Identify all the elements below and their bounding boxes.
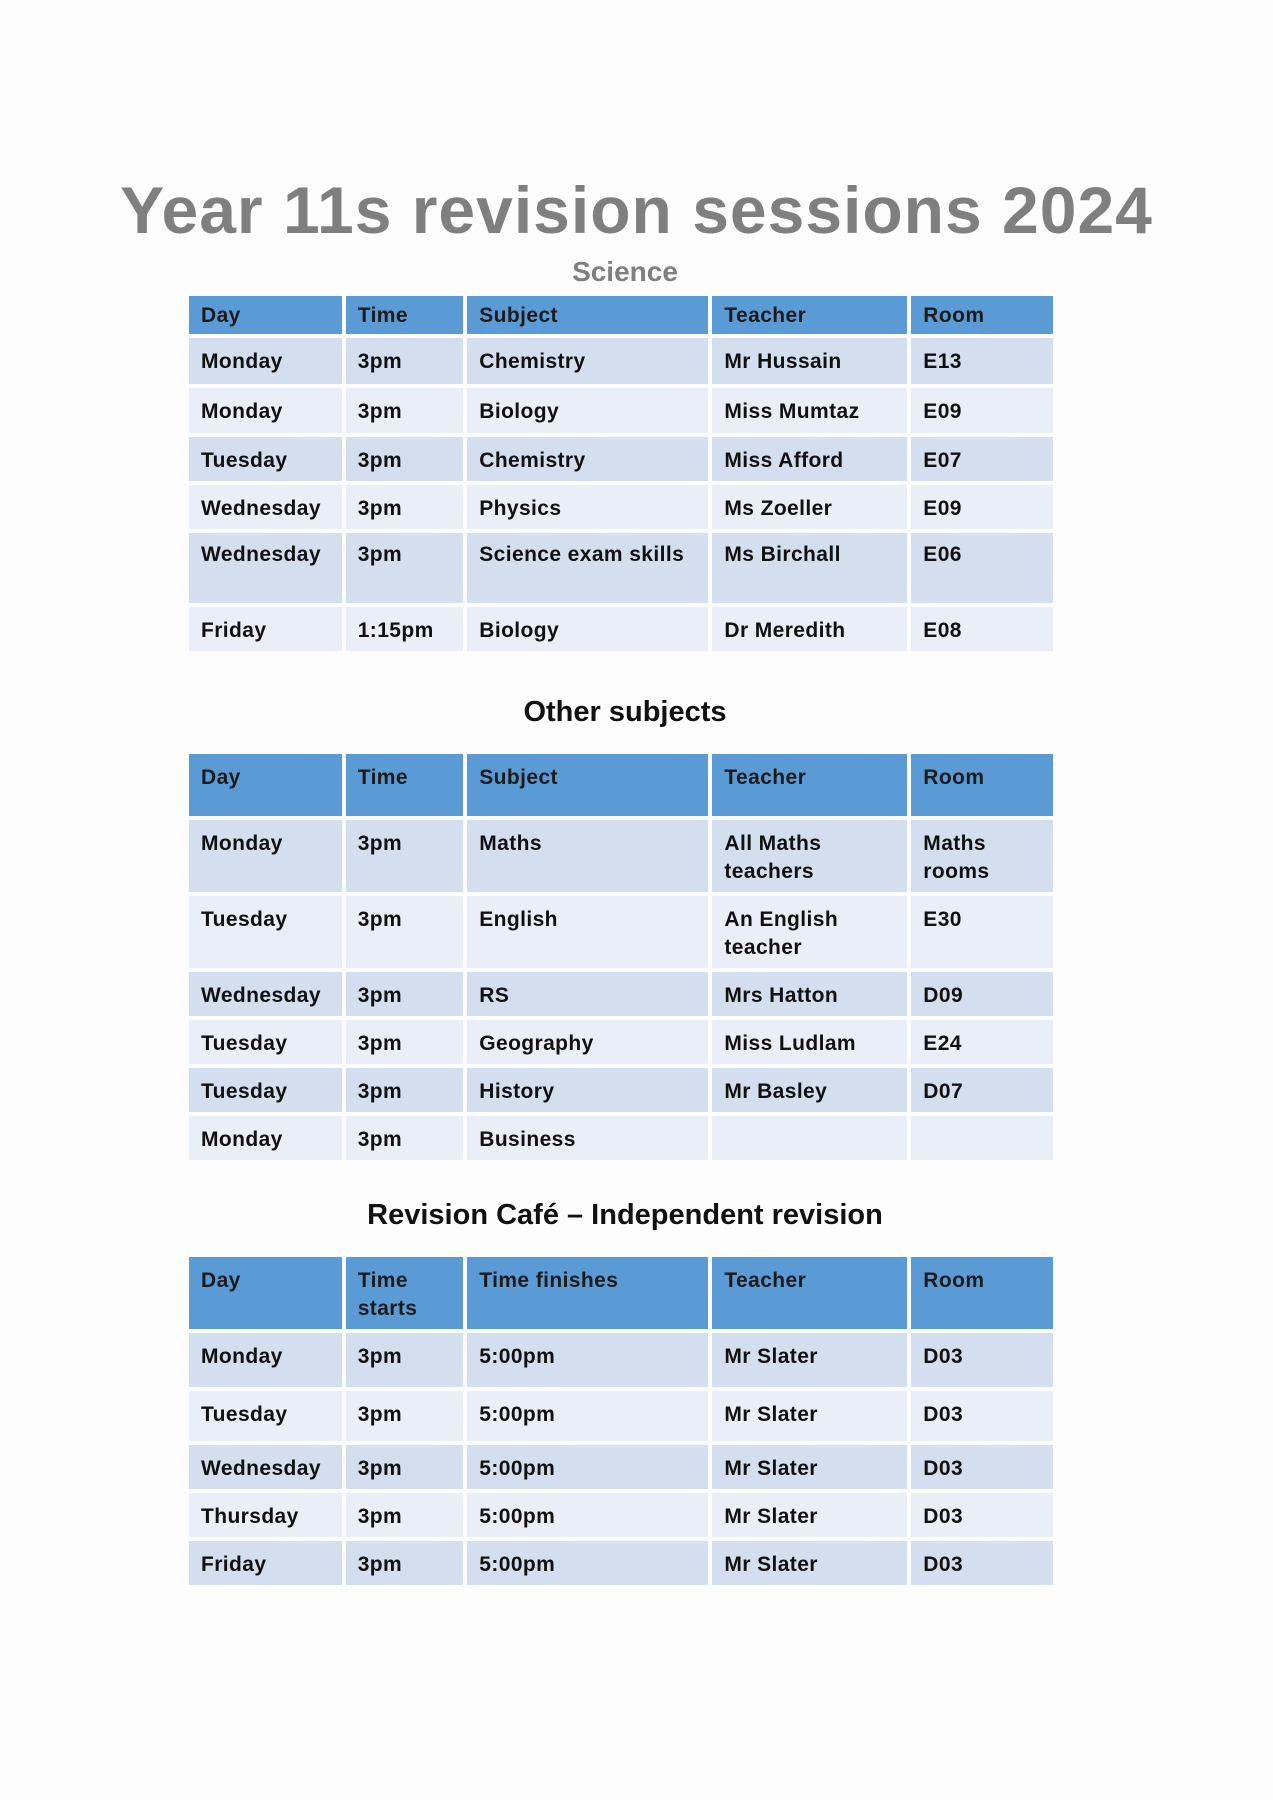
column-header-subject: Subject xyxy=(467,754,708,816)
cell-room: E09 xyxy=(911,485,1053,529)
cell-subject: Geography xyxy=(467,1020,708,1064)
column-header-room: Room xyxy=(911,296,1053,334)
cell-teacher: Mr Slater xyxy=(712,1445,907,1489)
cell-time: 3pm xyxy=(346,533,464,603)
cell-time-finishes: 5:00pm xyxy=(467,1445,708,1489)
column-header-teacher: Teacher xyxy=(712,1257,907,1329)
cell-room: D03 xyxy=(911,1445,1053,1489)
column-header-subject: Subject xyxy=(467,296,708,334)
cell-teacher: Mr Slater xyxy=(712,1541,907,1585)
cell-teacher: Miss Mumtaz xyxy=(712,388,907,433)
cell-teacher: An English teacher xyxy=(712,896,907,968)
cell-teacher: Mrs Hatton xyxy=(712,972,907,1016)
table-row xyxy=(189,485,1053,529)
table-row xyxy=(189,1391,1053,1441)
cell-time: 3pm xyxy=(346,388,464,433)
cell-subject: Maths xyxy=(467,820,708,892)
cell-day: Friday xyxy=(189,1541,342,1585)
table-row xyxy=(189,1541,1053,1585)
cell-time: 3pm xyxy=(346,1020,464,1064)
cell-room: D03 xyxy=(911,1541,1053,1585)
other-subjects-heading: Other subjects xyxy=(523,696,727,728)
cell-subject: Biology xyxy=(467,388,708,433)
table-row xyxy=(189,1445,1053,1489)
cell-room xyxy=(911,1116,1053,1160)
cell-room: E24 xyxy=(911,1020,1053,1064)
cell-room: D03 xyxy=(911,1391,1053,1441)
cell-room: D09 xyxy=(911,972,1053,1016)
cell-teacher: Mr Slater xyxy=(712,1333,907,1387)
cell-day: Tuesday xyxy=(189,1391,342,1441)
cell-time: 3pm xyxy=(346,1068,464,1112)
cell-teacher: Ms Birchall xyxy=(712,533,907,603)
column-header-time-finishes: Time finishes xyxy=(467,1257,708,1329)
cell-time-starts: 3pm xyxy=(346,1541,464,1585)
cell-teacher: Miss Afford xyxy=(712,437,907,481)
cell-teacher: Mr Basley xyxy=(712,1068,907,1112)
table-header-row xyxy=(189,296,1053,334)
cell-teacher: Mr Slater xyxy=(712,1391,907,1441)
cell-room: Maths rooms xyxy=(911,820,1053,892)
cell-teacher: Miss Ludlam xyxy=(712,1020,907,1064)
cell-day: Monday xyxy=(189,1116,342,1160)
cell-subject: Business xyxy=(467,1116,708,1160)
column-header-teacher: Teacher xyxy=(712,754,907,816)
cell-time: 3pm xyxy=(346,820,464,892)
cell-day: Wednesday xyxy=(189,972,342,1016)
science-table xyxy=(185,292,1057,655)
cell-time-finishes: 5:00pm xyxy=(467,1493,708,1537)
table-row xyxy=(189,1020,1053,1064)
table-row xyxy=(189,437,1053,481)
cell-room: E09 xyxy=(911,388,1053,433)
column-header-day: Day xyxy=(189,296,342,334)
column-header-room: Room xyxy=(911,754,1053,816)
cell-day: Monday xyxy=(189,1333,342,1387)
column-header-day: Day xyxy=(189,754,342,816)
cell-time-starts: 3pm xyxy=(346,1493,464,1537)
revision-cafe-table xyxy=(185,1253,1057,1589)
cell-time: 3pm xyxy=(346,1116,464,1160)
cell-room: D03 xyxy=(911,1493,1053,1537)
cell-time: 3pm xyxy=(346,437,464,481)
cell-day: Monday xyxy=(189,388,342,433)
cell-room: D03 xyxy=(911,1333,1053,1387)
cell-teacher: Ms Zoeller xyxy=(712,485,907,529)
cell-day: Wednesday xyxy=(189,533,342,603)
cell-teacher: Mr Slater xyxy=(712,1493,907,1537)
cell-day: Tuesday xyxy=(189,437,342,481)
cell-subject: History xyxy=(467,1068,708,1112)
table-row xyxy=(189,607,1053,651)
column-header-day: Day xyxy=(189,1257,342,1329)
cell-teacher: Mr Hussain xyxy=(712,338,907,384)
cell-subject: Science exam skills xyxy=(467,533,708,603)
cell-room: E13 xyxy=(911,338,1053,384)
cell-time-finishes: 5:00pm xyxy=(467,1391,708,1441)
cell-time-finishes: 5:00pm xyxy=(467,1333,708,1387)
cell-subject: RS xyxy=(467,972,708,1016)
cell-teacher: All Maths teachers xyxy=(712,820,907,892)
cell-subject: Chemistry xyxy=(467,437,708,481)
cell-time-starts: 3pm xyxy=(346,1445,464,1489)
table-row xyxy=(189,1493,1053,1537)
column-header-time: Time xyxy=(346,754,464,816)
table-row xyxy=(189,388,1053,433)
table-row xyxy=(189,533,1053,603)
other-subjects-table xyxy=(185,750,1057,1164)
cell-room: E30 xyxy=(911,896,1053,968)
cell-room: E06 xyxy=(911,533,1053,603)
cell-day: Monday xyxy=(189,338,342,384)
table-row xyxy=(189,972,1053,1016)
cell-time-starts: 3pm xyxy=(346,1333,464,1387)
cell-time: 3pm xyxy=(346,338,464,384)
page-title: Year 11s revision sessions 2024 xyxy=(120,173,1153,247)
cell-day: Tuesday xyxy=(189,1068,342,1112)
table-header-row xyxy=(189,1257,1053,1329)
cell-time: 3pm xyxy=(346,896,464,968)
cell-day: Monday xyxy=(189,820,342,892)
cell-time: 3pm xyxy=(346,972,464,1016)
cell-time-finishes: 5:00pm xyxy=(467,1541,708,1585)
table-header-row xyxy=(189,754,1053,816)
cell-day: Wednesday xyxy=(189,1445,342,1489)
cell-time-starts: 3pm xyxy=(346,1391,464,1441)
table-row xyxy=(189,1116,1053,1160)
cell-time: 1:15pm xyxy=(346,607,464,651)
revision-cafe-heading: Revision Café – Independent revision xyxy=(367,1199,883,1231)
cell-teacher xyxy=(712,1116,907,1160)
table-row xyxy=(189,1068,1053,1112)
cell-subject: Biology xyxy=(467,607,708,651)
cell-day: Tuesday xyxy=(189,1020,342,1064)
column-header-time-starts: Time starts xyxy=(346,1257,464,1329)
cell-room: E08 xyxy=(911,607,1053,651)
column-header-time: Time xyxy=(346,296,464,334)
column-header-room: Room xyxy=(911,1257,1053,1329)
table-row xyxy=(189,896,1053,968)
table-row xyxy=(189,820,1053,892)
cell-subject: English xyxy=(467,896,708,968)
table-row xyxy=(189,1333,1053,1387)
cell-day: Friday xyxy=(189,607,342,651)
cell-room: D07 xyxy=(911,1068,1053,1112)
table-row xyxy=(189,338,1053,384)
cell-subject: Physics xyxy=(467,485,708,529)
column-header-teacher: Teacher xyxy=(712,296,907,334)
cell-teacher: Dr Meredith xyxy=(712,607,907,651)
cell-subject: Chemistry xyxy=(467,338,708,384)
cell-day: Wednesday xyxy=(189,485,342,529)
cell-day: Tuesday xyxy=(189,896,342,968)
cell-time: 3pm xyxy=(346,485,464,529)
science-heading: Science xyxy=(572,256,678,287)
cell-day: Thursday xyxy=(189,1493,342,1537)
cell-room: E07 xyxy=(911,437,1053,481)
